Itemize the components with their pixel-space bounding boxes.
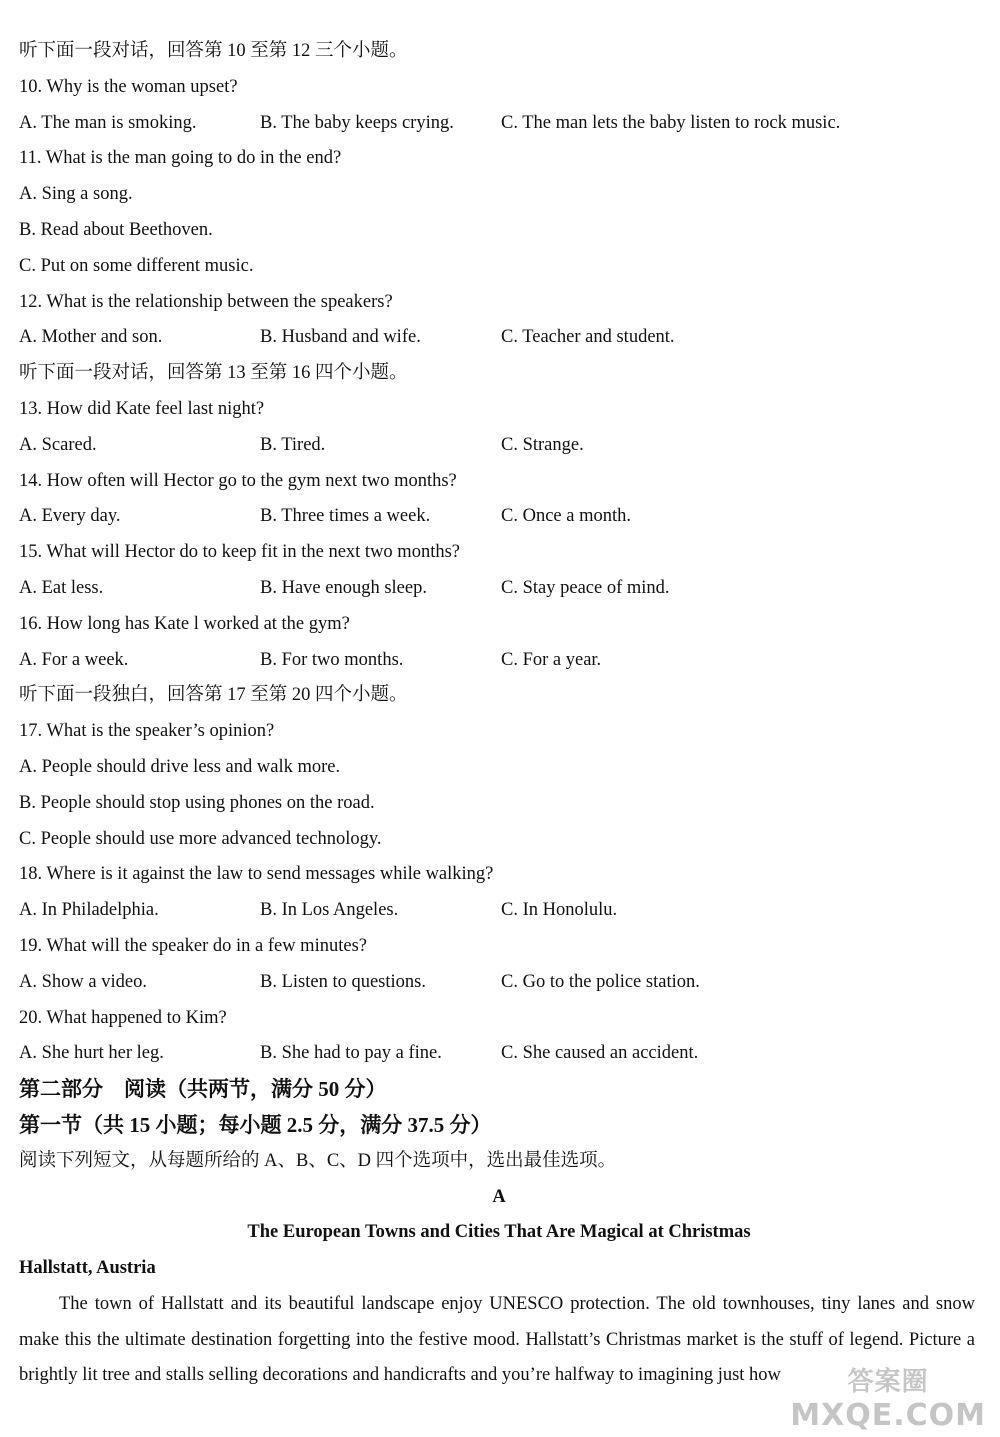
answer-option: C. In Honolulu. <box>501 900 618 921</box>
question-stem: 12. What is the relationship between the speakers? <box>19 291 393 312</box>
question-stem: 20. What happened to Kim? <box>19 1007 227 1028</box>
answer-option: A. People should drive less and walk more. <box>19 756 341 777</box>
options-row <box>19 106 979 142</box>
answer-option: C. Strange. <box>501 434 584 455</box>
answer-option: C. For a year. <box>501 649 602 670</box>
answer-option: B. Tired. <box>260 434 326 455</box>
watermark-logo: 答案圈 <box>847 1367 929 1397</box>
question-stem: 15. What will Hector do to keep fit in the next two months? <box>19 542 461 563</box>
options-row <box>19 1036 979 1072</box>
options-row <box>19 571 979 607</box>
answer-option: B. Listen to questions. <box>260 971 426 992</box>
answer-option: A. In Philadelphia. <box>19 900 159 921</box>
options-row <box>19 893 979 929</box>
question-stem: 18. Where is it against the law to send messages while walking? <box>19 864 494 885</box>
answer-option: B. Three times a week. <box>260 506 431 527</box>
answer-option: B. Read about Beethoven. <box>19 219 213 240</box>
options-row <box>19 643 979 679</box>
options-row <box>19 320 979 356</box>
answer-option: C. She caused an accident. <box>501 1043 699 1064</box>
answer-option: B. For two months. <box>260 649 404 670</box>
listening-section <box>19 34 979 1072</box>
question-stem: 19. What will the speaker do in a few minutes? <box>19 935 367 956</box>
answer-option: A. She hurt her leg. <box>19 1043 164 1064</box>
passage-title: The European Towns and Cities That Are Magical at Christmas <box>247 1222 751 1243</box>
question-stem: 13. How did Kate feel last night? <box>19 398 265 419</box>
section-one-heading: 第一节（共 15 小题；每小题 2.5 分，满分 37.5 分） <box>19 1112 492 1137</box>
question-stem: 17. What is the speaker’s opinion? <box>19 721 275 742</box>
answer-option: A. Mother and son. <box>19 327 163 348</box>
question-stem: 10. Why is the woman upset? <box>19 76 238 97</box>
passage-subheading: Hallstatt, Austria <box>19 1258 156 1279</box>
answer-option: B. The baby keeps crying. <box>260 112 454 133</box>
answer-option: C. Put on some different music. <box>19 255 254 276</box>
answer-option: A. The man is smoking. <box>19 112 197 133</box>
watermark <box>790 1361 986 1433</box>
reading-instruction: 阅读下列短文，从每题所给的 A、B、C、D 四个选项中，选出最佳选项。 <box>19 1150 617 1171</box>
answer-option: C. The man lets the baby listen to rock music. <box>501 112 841 133</box>
group-instruction: 听下面一段对话，回答第 13 至第 16 四个小题。 <box>19 363 408 384</box>
exam-page <box>19 34 979 1394</box>
question-stem: 11. What is the man going to do in the end? <box>19 148 342 169</box>
answer-option: B. People should stop using phones on the road. <box>19 792 375 813</box>
group-instruction: 听下面一段对话，回答第 10 至第 12 三个小题。 <box>19 41 408 61</box>
options-row <box>19 428 979 464</box>
options-row <box>19 965 979 1001</box>
answer-option: A. Show a video. <box>19 971 147 992</box>
answer-option: C. People should use more advanced technology. <box>19 828 382 849</box>
answer-option: B. Husband and wife. <box>260 327 421 348</box>
question-stem: 16. How long has Kate l worked at the gym? <box>19 613 350 634</box>
answer-option: C. Go to the police station. <box>501 971 700 992</box>
answer-option: C. Teacher and student. <box>501 327 675 348</box>
part-two-heading: 第二部分 阅读（共两节，满分 50 分） <box>19 1077 387 1102</box>
question-stem: 14. How often will Hector go to the gym next two months? <box>19 470 457 491</box>
passage-paragraph: The town of Hallstatt and its beautiful landscape enjoy UNESCO protection. The old townhouses, tiny lanes and snow make this the ultimate destination forgetting into the festive mood. Hallstatt’s Christmas market is the stuff of legend. Picture a brightly lit tree and stalls selling decorations and handicrafts and you’re halfway to imagining just how <box>19 1293 975 1386</box>
group-instruction: 听下面一段独白，回答第 17 至第 20 四个小题。 <box>19 685 408 706</box>
passage-letter: A <box>492 1186 506 1207</box>
answer-option: A. Every day. <box>19 506 121 527</box>
answer-option: B. She had to pay a fine. <box>260 1043 442 1064</box>
answer-option: C. Stay peace of mind. <box>501 577 670 598</box>
answer-option: C. Once a month. <box>501 506 631 527</box>
answer-option: B. Have enough sleep. <box>260 577 427 598</box>
answer-option: A. For a week. <box>19 649 129 670</box>
answer-option: A. Sing a song. <box>19 184 133 205</box>
answer-option: A. Eat less. <box>19 577 104 598</box>
watermark-site: MXQE.COM <box>790 1398 986 1433</box>
options-row <box>19 499 979 535</box>
answer-option: B. In Los Angeles. <box>260 900 399 921</box>
answer-option: A. Scared. <box>19 434 97 455</box>
